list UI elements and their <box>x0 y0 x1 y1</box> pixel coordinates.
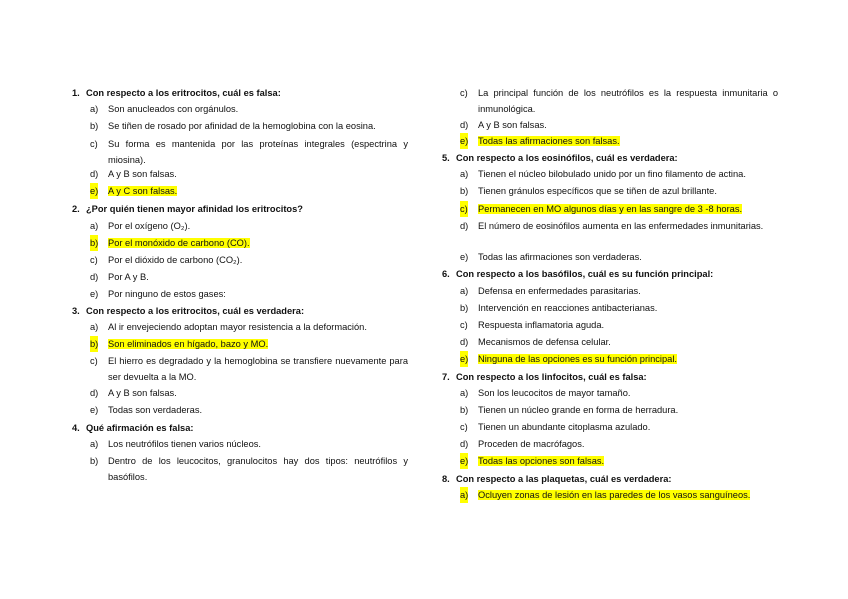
question-text: Con respecto a los linfocitos, cuál es falsa: <box>456 372 647 382</box>
option-text: A y C son falsas. <box>108 186 178 196</box>
option-4a <box>90 436 408 452</box>
option-text: Por el oxígeno (O₂). <box>108 221 191 231</box>
option-text: Permanecen en MO algunos días y en las sangre de 3 -8 horas. <box>478 204 743 214</box>
option-text: A y B son falsas. <box>108 169 177 179</box>
option-letter: c) <box>460 320 468 330</box>
option-text: Son anucleados con orgánulos. <box>108 104 239 114</box>
option-7b <box>460 402 778 418</box>
option-text: Mecanismos de defensa celular. <box>478 337 611 347</box>
option-7e <box>460 453 778 469</box>
option-6c <box>460 317 778 333</box>
option-text: Respuesta inflamatoria aguda. <box>478 320 605 330</box>
option-text: Intervención en reacciones antibacterianas. <box>478 303 658 313</box>
option-7d <box>460 436 778 452</box>
question-number: 8. <box>442 474 450 484</box>
option-letter: a) <box>90 104 99 114</box>
option-text: Se tiñen de rosado por afinidad de la hemoglobina con la eosina. <box>108 121 376 131</box>
option-letter: d) <box>460 120 469 130</box>
question-text: Con respecto a los eosinófilos, cuál es verdadera: <box>456 153 678 163</box>
option-text: Su forma es mantenida por las proteínas integrales (espectrina y miosina). <box>108 139 408 165</box>
option-5b <box>460 183 778 199</box>
option-7a <box>460 385 778 401</box>
option-text: El hierro es degradado y la hemoglobina se transfiere nuevamente para ser devuelta a la MO. <box>108 356 408 382</box>
option-letter: c) <box>460 201 468 217</box>
option-5e <box>460 249 778 265</box>
option-letter: c) <box>90 356 98 366</box>
option-4d <box>460 117 778 133</box>
option-3a <box>90 319 408 335</box>
option-1b <box>90 118 408 134</box>
option-text: Tienen el núcleo bilobulado unido por un fino filamento de actina. <box>478 169 746 179</box>
option-text: Por el monóxido de carbono (CO). <box>108 238 250 248</box>
question-8 <box>442 473 778 485</box>
option-text: Al ir envejeciendo adoptan mayor resistencia a la deformación. <box>108 322 367 332</box>
option-3e <box>90 402 408 418</box>
option-2c <box>90 252 408 268</box>
option-letter: e) <box>460 252 469 262</box>
option-letter: b) <box>460 186 469 196</box>
option-3b <box>90 336 408 352</box>
question-6 <box>442 268 778 280</box>
option-1c <box>90 136 408 168</box>
option-2e <box>90 286 408 302</box>
question-number: 2. <box>72 204 80 214</box>
option-letter: a) <box>460 487 468 503</box>
option-letter: a) <box>90 221 99 231</box>
option-6d <box>460 334 778 350</box>
option-text: Defensa en enfermedades parasitarias. <box>478 286 641 296</box>
option-letter: e) <box>460 351 468 367</box>
option-letter: c) <box>90 255 98 265</box>
option-letter: a) <box>460 286 469 296</box>
option-text: Son eliminados en hígado, bazo y MO. <box>108 339 269 349</box>
option-1a <box>90 101 408 117</box>
question-number: 7. <box>442 372 450 382</box>
option-text: Ocluyen zonas de lesión en las paredes de los vasos sanguíneos. <box>478 490 751 500</box>
option-3c <box>90 353 408 385</box>
option-3d <box>90 385 408 401</box>
question-7 <box>442 371 778 383</box>
option-text: A y B son falsas. <box>478 120 547 130</box>
option-4b <box>90 453 408 485</box>
question-text: Con respecto a los eritrocitos, cuál es falsa: <box>86 88 281 98</box>
option-text: El número de eosinófilos aumenta en las enfermedades inmunitarias. <box>478 221 764 231</box>
option-2d <box>90 269 408 285</box>
option-6e <box>460 351 778 367</box>
question-1 <box>72 87 408 99</box>
option-5d <box>460 218 778 234</box>
option-letter: b) <box>90 456 99 466</box>
question-number: 6. <box>442 269 450 279</box>
option-text: Todas son verdaderas. <box>108 405 203 415</box>
option-1e <box>90 183 408 199</box>
option-letter: a) <box>90 322 99 332</box>
option-4c <box>460 85 778 117</box>
option-8a <box>460 487 778 503</box>
option-text: Tienen un abundante citoplasma azulado. <box>478 422 651 432</box>
question-number: 4. <box>72 423 80 433</box>
option-2a <box>90 218 408 234</box>
option-letter: a) <box>460 169 469 179</box>
option-letter: e) <box>460 133 468 149</box>
question-text: Qué afirmación es falsa: <box>86 423 194 433</box>
option-text: Todas las afirmaciones son verdaderas. <box>478 252 642 262</box>
option-text: Los neutrófilos tienen varios núcleos. <box>108 439 261 449</box>
option-letter: d) <box>460 337 469 347</box>
option-letter: c) <box>90 139 98 149</box>
question-number: 5. <box>442 153 450 163</box>
option-2b <box>90 235 408 251</box>
option-5a <box>460 166 778 182</box>
option-text: La principal función de los neutrófilos es la respuesta inmunitaria o inmunológica. <box>478 88 778 114</box>
question-text: Con respecto a las plaquetas, cuál es verdadera: <box>456 474 672 484</box>
question-number: 3. <box>72 306 80 316</box>
option-text: A y B son falsas. <box>108 388 177 398</box>
option-letter: a) <box>460 388 469 398</box>
option-text: Por ninguno de estos gases: <box>108 289 226 299</box>
option-text: Tienen un núcleo grande en forma de herradura. <box>478 405 679 415</box>
option-letter: d) <box>90 388 99 398</box>
option-letter: e) <box>90 405 99 415</box>
option-6b <box>460 300 778 316</box>
option-text: Todas las afirmaciones son falsas. <box>478 136 620 146</box>
option-letter: c) <box>460 422 468 432</box>
option-6a <box>460 283 778 299</box>
option-letter: b) <box>460 303 469 313</box>
question-3 <box>72 305 408 317</box>
option-letter: b) <box>90 121 99 131</box>
question-number: 1. <box>72 88 80 98</box>
question-text: Con respecto a los basófilos, cuál es su función principal: <box>456 269 714 279</box>
option-text: Proceden de macrófagos. <box>478 439 585 449</box>
question-text: Con respecto a los eritrocitos, cuál es verdadera: <box>86 306 305 316</box>
option-letter: e) <box>90 183 98 199</box>
option-letter: d) <box>90 272 99 282</box>
option-7c <box>460 419 778 435</box>
option-letter: d) <box>460 439 469 449</box>
option-letter: b) <box>90 235 98 251</box>
option-letter: c) <box>460 88 468 98</box>
option-text: Son los leucocitos de mayor tamaño. <box>478 388 631 398</box>
option-text: Todas las opciones son falsas. <box>478 456 605 466</box>
option-5c <box>460 201 778 217</box>
option-letter: b) <box>460 405 469 415</box>
option-letter: d) <box>90 169 99 179</box>
option-text: Por el dióxido de carbono (CO₂). <box>108 255 243 265</box>
option-1d <box>90 166 408 182</box>
option-letter: a) <box>90 439 99 449</box>
option-letter: d) <box>460 221 469 231</box>
question-4 <box>72 422 408 434</box>
question-5 <box>442 152 778 164</box>
option-text: Ninguna de las opciones es su función principal. <box>478 354 677 364</box>
option-letter: e) <box>460 453 468 469</box>
option-4e <box>460 133 778 149</box>
option-text: Dentro de los leucocitos, granulocitos hay dos tipos: neutrófilos y basófilos. <box>108 456 408 482</box>
question-text: ¿Por quién tienen mayor afinidad los eritrocitos? <box>86 204 303 214</box>
question-2 <box>72 203 408 215</box>
option-letter: e) <box>90 289 99 299</box>
option-letter: b) <box>90 336 98 352</box>
option-text: Tienen gránulos específicos que se tiñen de azul brillante. <box>478 186 717 196</box>
option-text: Por A y B. <box>108 272 149 282</box>
